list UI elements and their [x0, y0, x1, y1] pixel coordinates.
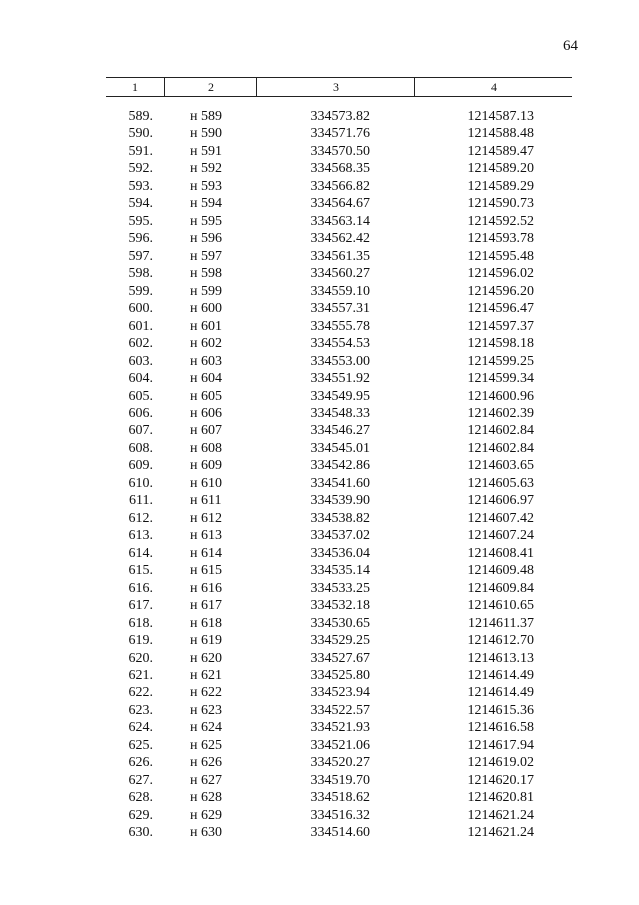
y-coordinate: 1214590.73 [467, 196, 534, 212]
table-row [0, 510, 639, 527]
page-number: 64 [563, 38, 578, 54]
x-coordinate: 334557.31 [310, 301, 370, 317]
row-number: 624. [128, 720, 153, 736]
y-coordinate: 1214614.49 [467, 685, 534, 701]
y-coordinate: 1214596.02 [467, 266, 534, 282]
y-coordinate: 1214621.24 [467, 807, 534, 823]
point-label: н 590 [190, 126, 222, 142]
y-coordinate: 1214612.70 [467, 633, 534, 649]
row-number: 600. [128, 301, 153, 317]
table-row [0, 597, 639, 614]
y-coordinate: 1214613.13 [467, 650, 534, 666]
table-row [0, 230, 639, 247]
row-number: 612. [128, 510, 153, 526]
row-number: 625. [128, 737, 153, 753]
row-number: 630. [128, 825, 153, 841]
x-coordinate: 334568.35 [310, 161, 370, 177]
x-coordinate: 334523.94 [310, 685, 370, 701]
row-number: 599. [128, 283, 153, 299]
point-label: н 618 [190, 615, 222, 631]
point-label: н 607 [190, 423, 222, 439]
x-coordinate: 334548.33 [310, 405, 370, 421]
point-label: н 597 [190, 248, 222, 264]
table-row [0, 615, 639, 632]
table-row [0, 807, 639, 824]
row-number: 589. [128, 109, 153, 124]
row-number: 594. [128, 196, 153, 212]
point-label: н 614 [190, 545, 222, 561]
y-coordinate: 1214607.42 [467, 510, 534, 526]
table-row [0, 650, 639, 667]
x-coordinate: 334553.00 [310, 353, 370, 369]
x-coordinate: 334555.78 [310, 318, 370, 334]
column-header-4: 4 [414, 78, 573, 96]
y-coordinate: 1214597.37 [467, 318, 534, 334]
row-number: 607. [128, 423, 153, 439]
point-label: н 617 [190, 598, 222, 614]
point-label: н 625 [190, 737, 222, 753]
row-number: 614. [128, 545, 153, 561]
y-coordinate: 1214595.48 [467, 248, 534, 264]
table-row [0, 737, 639, 754]
table-row [0, 318, 639, 335]
y-coordinate: 1214605.63 [467, 475, 534, 491]
table-row [0, 772, 639, 789]
point-label: н 609 [190, 458, 222, 474]
row-number: 610. [128, 475, 153, 491]
table-header [106, 77, 572, 97]
x-coordinate: 334519.70 [310, 772, 370, 788]
row-number: 593. [128, 178, 153, 194]
row-number: 620. [128, 650, 153, 666]
x-coordinate: 334560.27 [310, 266, 370, 282]
point-label: н 626 [190, 755, 222, 771]
table-row [0, 388, 639, 405]
x-coordinate: 334566.82 [310, 178, 370, 194]
y-coordinate: 1214589.47 [467, 143, 534, 159]
row-number: 622. [128, 685, 153, 701]
point-label: н 622 [190, 685, 222, 701]
row-number: 592. [128, 161, 153, 177]
y-coordinate: 1214607.24 [467, 528, 534, 544]
y-coordinate: 1214608.41 [467, 545, 534, 561]
y-coordinate: 1214593.78 [467, 231, 534, 247]
column-header-2: 2 [164, 78, 257, 96]
y-coordinate: 1214614.49 [467, 668, 534, 683]
x-coordinate: 334571.76 [310, 126, 370, 142]
column-header-1: 1 [132, 80, 138, 94]
y-coordinate: 1214611.37 [468, 615, 534, 631]
point-label: н 589 [190, 109, 222, 124]
y-coordinate: 1214602.39 [467, 405, 534, 421]
table-row [0, 492, 639, 509]
point-label: н 601 [190, 318, 222, 334]
y-coordinate: 1214600.96 [467, 388, 534, 404]
y-coordinate: 1214609.48 [467, 563, 534, 579]
point-label: н 603 [190, 353, 222, 369]
x-coordinate: 334532.18 [310, 598, 370, 614]
point-label: н 608 [190, 440, 222, 456]
x-coordinate: 334573.82 [310, 109, 370, 124]
row-number: 628. [128, 790, 153, 806]
point-label: н 629 [190, 807, 222, 823]
y-coordinate: 1214620.81 [467, 790, 534, 806]
row-number: 626. [128, 755, 153, 771]
row-number: 605. [128, 388, 153, 404]
table-row [0, 824, 639, 841]
point-label: н 599 [190, 283, 222, 299]
row-number: 629. [128, 807, 153, 823]
point-label: н 628 [190, 790, 222, 806]
row-number: 598. [128, 266, 153, 282]
point-label: н 592 [190, 161, 222, 177]
point-label: н 594 [190, 196, 222, 212]
table-row [0, 125, 639, 142]
row-number: 602. [128, 336, 153, 352]
y-coordinate: 1214587.13 [467, 109, 534, 124]
y-coordinate: 1214588.48 [467, 126, 534, 142]
y-coordinate: 1214617.94 [467, 737, 534, 753]
table-row [0, 108, 639, 125]
point-label: н 620 [190, 650, 222, 666]
point-label: н 605 [190, 388, 222, 404]
x-coordinate: 334529.25 [310, 633, 370, 649]
x-coordinate: 334538.82 [310, 510, 370, 526]
table-row [0, 265, 639, 282]
row-number: 604. [128, 371, 153, 387]
row-number: 616. [128, 580, 153, 596]
row-number: 609. [128, 458, 153, 474]
y-coordinate: 1214602.84 [467, 440, 534, 456]
table-row [0, 283, 639, 300]
x-coordinate: 334570.50 [310, 143, 370, 159]
y-coordinate: 1214599.25 [467, 353, 534, 369]
x-coordinate: 334520.27 [310, 755, 370, 771]
point-label: н 613 [190, 528, 222, 544]
point-label: н 606 [190, 405, 222, 421]
point-label: н 623 [190, 702, 222, 718]
table-row [0, 440, 639, 457]
table-row [0, 248, 639, 265]
table-row [0, 195, 639, 212]
point-label: н 598 [190, 266, 222, 282]
x-coordinate: 334521.93 [310, 720, 370, 736]
x-coordinate: 334518.62 [310, 790, 370, 806]
point-label: н 610 [190, 475, 222, 491]
row-number: 615. [128, 563, 153, 579]
x-coordinate: 334563.14 [310, 213, 370, 229]
x-coordinate: 334522.57 [310, 702, 370, 718]
y-coordinate: 1214598.18 [467, 336, 534, 352]
x-coordinate: 334564.67 [310, 196, 370, 212]
x-coordinate: 334559.10 [310, 283, 370, 299]
y-coordinate: 1214621.24 [467, 825, 534, 841]
table-row [0, 684, 639, 701]
row-number: 606. [128, 405, 153, 421]
table-row [0, 300, 639, 317]
row-number: 595. [128, 213, 153, 229]
point-label: н 616 [190, 580, 222, 596]
point-label: н 612 [190, 510, 222, 526]
x-coordinate: 334514.60 [310, 825, 370, 841]
row-number: 618. [128, 615, 153, 631]
point-label: н 627 [190, 772, 222, 788]
table-row [0, 370, 639, 387]
row-number: 619. [128, 633, 153, 649]
table-row [0, 545, 639, 562]
x-coordinate: 334551.92 [310, 371, 370, 387]
y-coordinate: 1214596.20 [467, 283, 534, 299]
x-coordinate: 334536.04 [310, 545, 370, 561]
y-coordinate: 1214620.17 [467, 772, 534, 788]
x-coordinate: 334549.95 [310, 388, 370, 404]
point-label: н 619 [190, 633, 222, 649]
row-number: 596. [128, 231, 153, 247]
y-coordinate: 1214589.20 [467, 161, 534, 177]
table-row [0, 667, 639, 684]
table-row [0, 754, 639, 771]
row-number: 613. [128, 528, 153, 544]
point-label: н 595 [190, 213, 222, 229]
point-label: н 602 [190, 336, 222, 352]
point-label: н 624 [190, 720, 222, 736]
table-row [0, 405, 639, 422]
coordinates-table-body [0, 108, 639, 842]
y-coordinate: 1214615.36 [467, 702, 534, 718]
x-coordinate: 334545.01 [310, 440, 370, 456]
table-row [0, 160, 639, 177]
y-coordinate: 1214602.84 [467, 423, 534, 439]
x-coordinate: 334516.32 [310, 807, 370, 823]
x-coordinate: 334535.14 [310, 563, 370, 579]
point-label: н 593 [190, 178, 222, 194]
point-label: н 615 [190, 563, 222, 579]
table-row [0, 457, 639, 474]
table-row [0, 335, 639, 352]
y-coordinate: 1214603.65 [467, 458, 534, 474]
row-number: 611. [129, 493, 153, 509]
y-coordinate: 1214609.84 [467, 580, 534, 596]
x-coordinate: 334530.65 [310, 615, 370, 631]
row-number: 591. [128, 143, 153, 159]
x-coordinate: 334561.35 [310, 248, 370, 264]
y-coordinate: 1214596.47 [467, 301, 534, 317]
x-coordinate: 334539.90 [310, 493, 370, 509]
y-coordinate: 1214606.97 [467, 493, 534, 509]
y-coordinate: 1214616.58 [467, 720, 534, 736]
table-row [0, 178, 639, 195]
y-coordinate: 1214599.34 [467, 371, 534, 387]
x-coordinate: 334542.86 [310, 458, 370, 474]
table-row [0, 580, 639, 597]
x-coordinate: 334525.80 [310, 668, 370, 683]
point-label: н 591 [190, 143, 222, 159]
point-label: н 604 [190, 371, 222, 387]
point-label: н 611 [190, 493, 222, 509]
y-coordinate: 1214589.29 [467, 178, 534, 194]
row-number: 627. [128, 772, 153, 788]
table-row [0, 562, 639, 579]
table-row [0, 702, 639, 719]
point-label: н 621 [190, 668, 222, 683]
table-row [0, 719, 639, 736]
row-number: 603. [128, 353, 153, 369]
table-row [0, 422, 639, 439]
table-row [0, 632, 639, 649]
row-number: 590. [128, 126, 153, 142]
x-coordinate: 334541.60 [310, 475, 370, 491]
row-number: 608. [128, 440, 153, 456]
row-number: 601. [128, 318, 153, 334]
x-coordinate: 334537.02 [310, 528, 370, 544]
x-coordinate: 334533.25 [310, 580, 370, 596]
row-number: 621. [128, 668, 153, 683]
x-coordinate: 334521.06 [310, 737, 370, 753]
table-row [0, 789, 639, 806]
table-row [0, 213, 639, 230]
y-coordinate: 1214610.65 [467, 598, 534, 614]
point-label: н 600 [190, 301, 222, 317]
x-coordinate: 334562.42 [310, 231, 370, 247]
table-row [0, 143, 639, 160]
x-coordinate: 334554.53 [310, 336, 370, 352]
x-coordinate: 334546.27 [310, 423, 370, 439]
row-number: 617. [128, 598, 153, 614]
column-header-3: 3 [256, 78, 415, 96]
y-coordinate: 1214592.52 [467, 213, 534, 229]
x-coordinate: 334527.67 [310, 650, 370, 666]
table-row [0, 353, 639, 370]
row-number: 597. [128, 248, 153, 264]
table-row [0, 475, 639, 492]
point-label: н 630 [190, 825, 222, 841]
point-label: н 596 [190, 231, 222, 247]
table-row [0, 527, 639, 544]
y-coordinate: 1214619.02 [467, 755, 534, 771]
row-number: 623. [128, 702, 153, 718]
